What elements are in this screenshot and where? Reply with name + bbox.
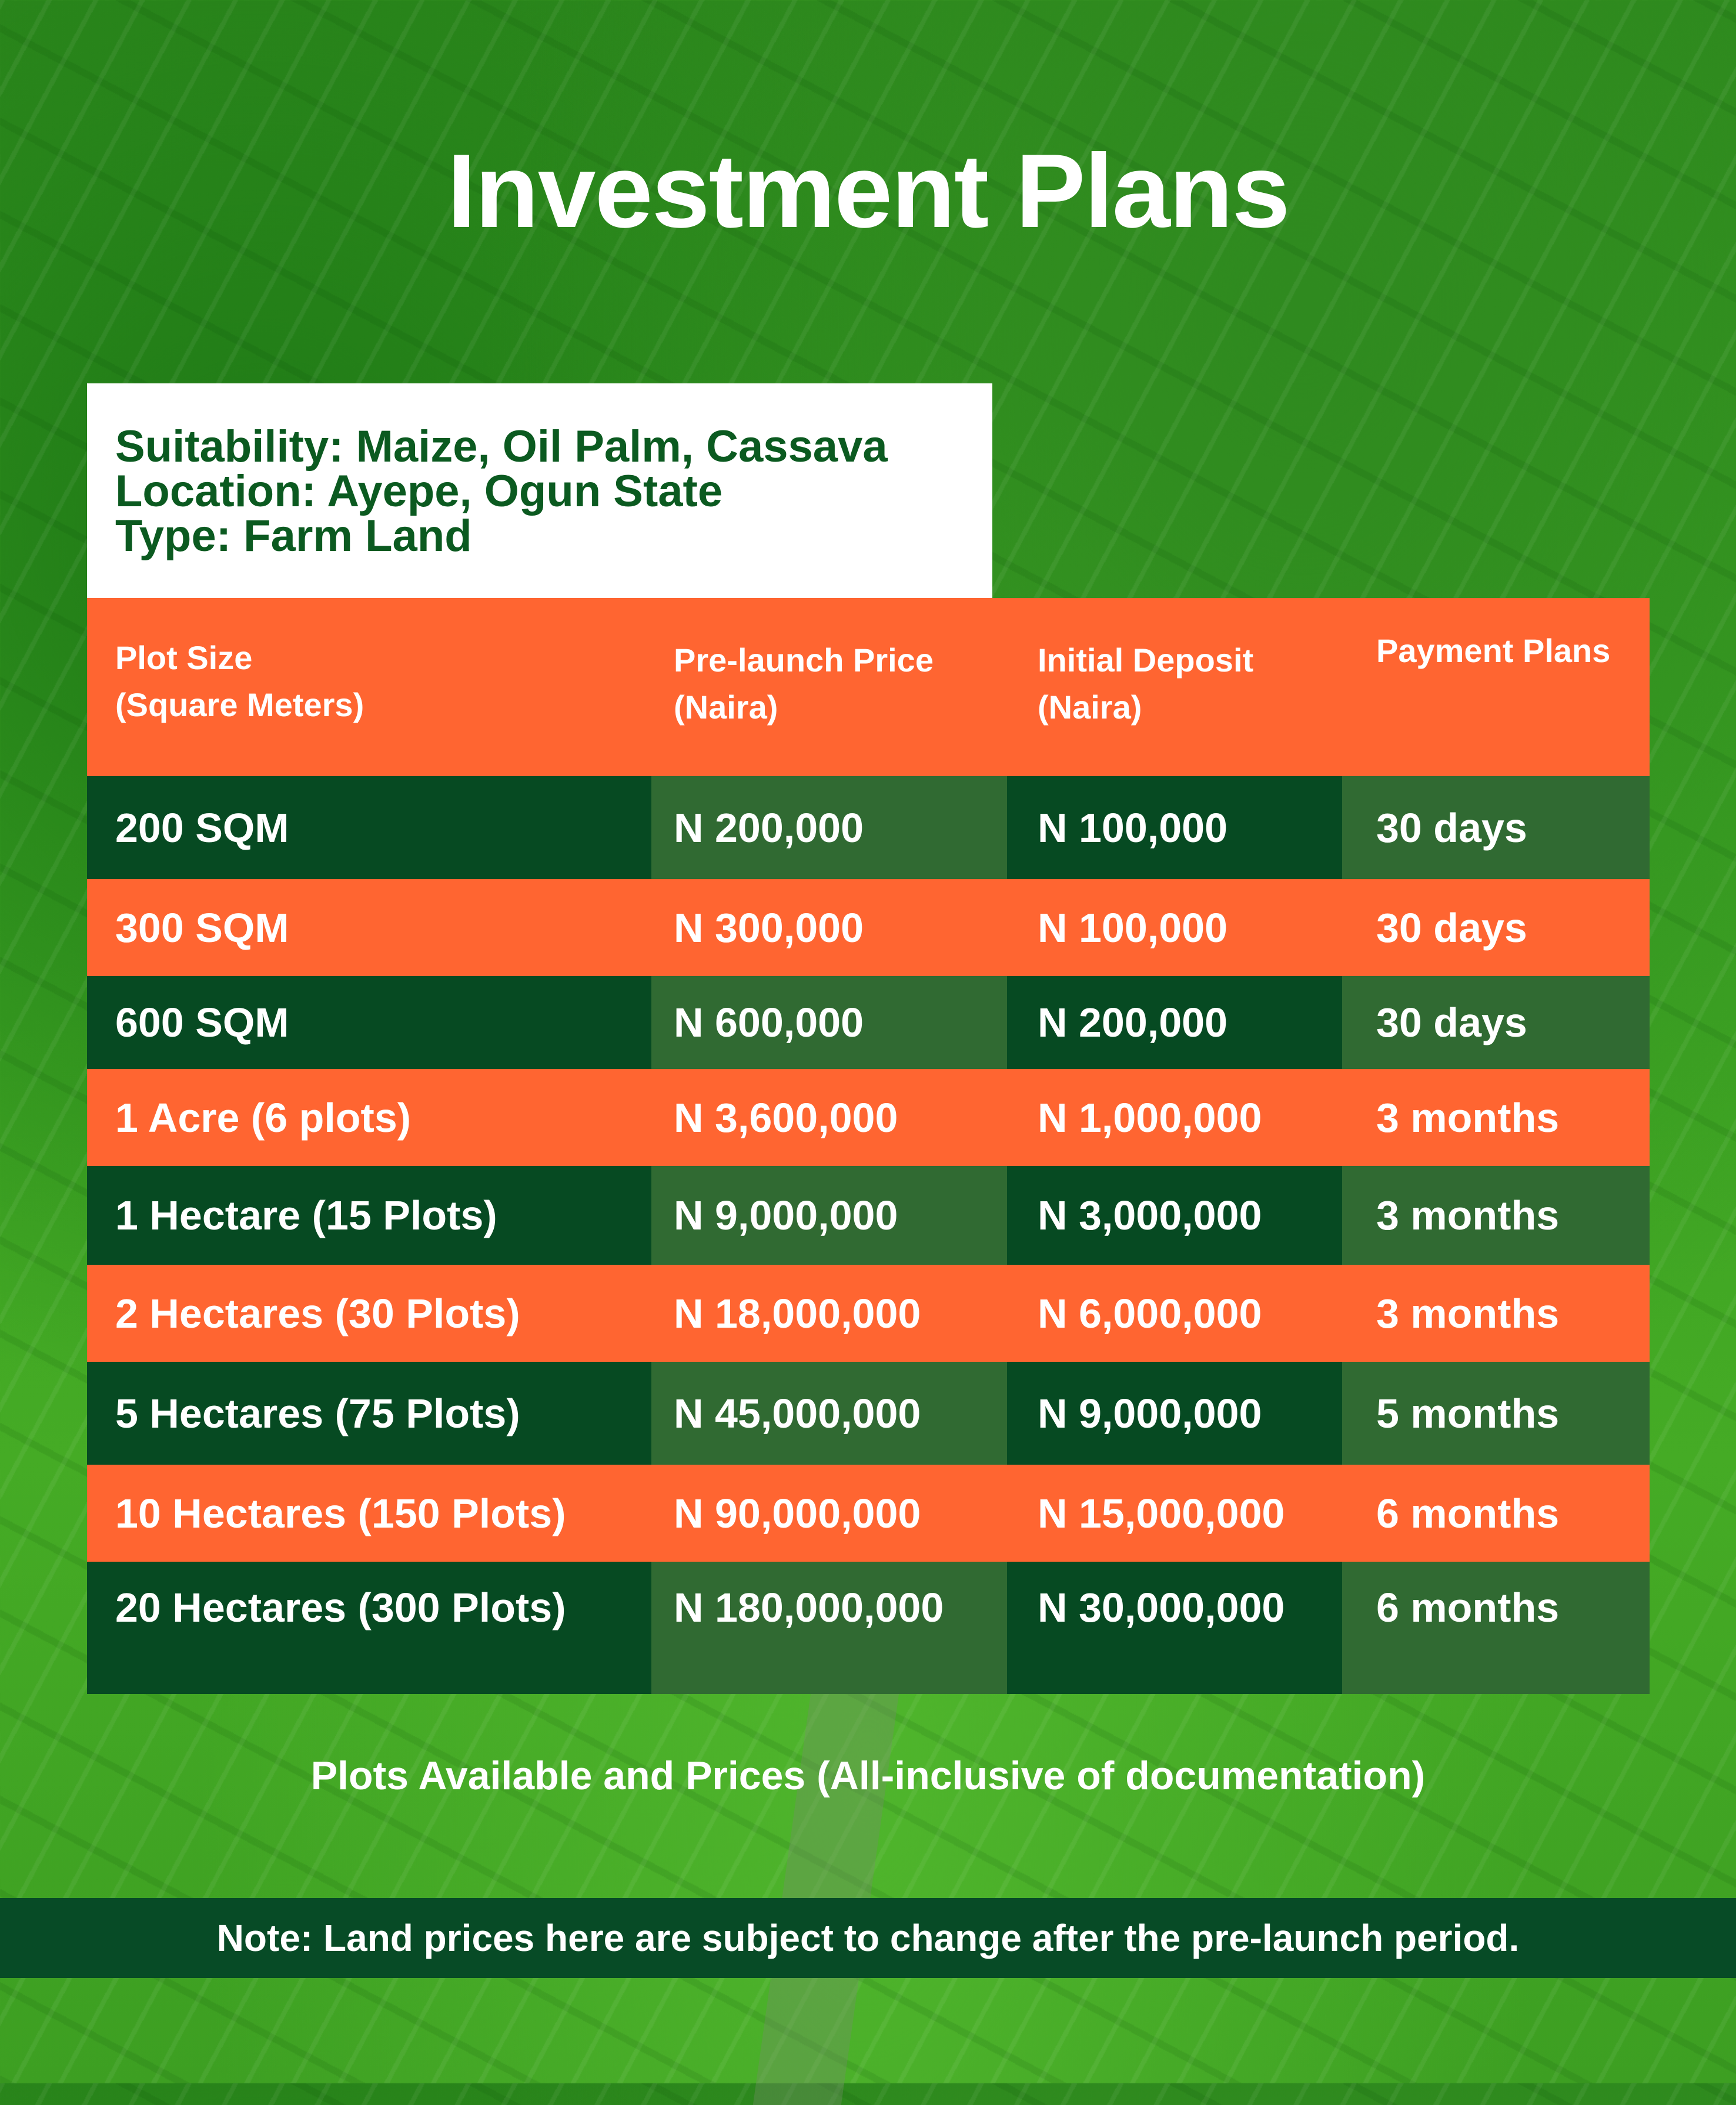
- payment-plan-cell: 30 days: [1342, 879, 1650, 976]
- price-cell: N 180,000,000: [651, 1562, 1007, 1694]
- table-row: [87, 1465, 1650, 1562]
- price-cell: N 90,000,000: [651, 1465, 1007, 1562]
- plot-size-cell: 10 Hectares (150 Plots): [87, 1465, 651, 1562]
- deposit-cell: N 6,000,000: [1007, 1265, 1342, 1362]
- payment-plan-cell: 3 months: [1342, 1265, 1650, 1362]
- plot-size-cell: 2 Hectares (30 Plots): [87, 1265, 651, 1362]
- plot-size-cell: 1 Acre (6 plots): [87, 1069, 651, 1166]
- header-plot-size: Plot Size (Square Meters): [115, 639, 364, 723]
- payment-plan-cell: 6 months: [1342, 1562, 1650, 1694]
- type-text: Type: Farm Land: [115, 511, 472, 561]
- deposit-cell: N 100,000: [1007, 776, 1342, 879]
- table-row: [87, 879, 1650, 976]
- header-initial-deposit: Initial Deposit (Naira): [1038, 641, 1254, 726]
- payment-plan-cell: 5 months: [1342, 1362, 1650, 1465]
- plot-size-cell: 1 Hectare (15 Plots): [87, 1166, 651, 1265]
- table-header-row: [87, 598, 1650, 776]
- suitability-text: Suitability: Maize, Oil Palm, Cassava: [115, 422, 888, 472]
- header-prelaunch-price: Pre-launch Price (Naira): [674, 641, 934, 726]
- table-row: [87, 1069, 1650, 1166]
- payment-plan-cell: 30 days: [1342, 776, 1650, 879]
- table-row: [87, 1562, 1650, 1694]
- price-cell: N 600,000: [651, 976, 1007, 1069]
- location-text: Location: Ayepe, Ogun State: [115, 466, 723, 516]
- table-row: [87, 1265, 1650, 1362]
- payment-plan-cell: 6 months: [1342, 1465, 1650, 1562]
- header-payment-plans: Payment Plans: [1376, 632, 1611, 669]
- deposit-cell: N 200,000: [1007, 976, 1342, 1069]
- price-cell: N 200,000: [651, 776, 1007, 879]
- payment-plan-cell: 3 months: [1342, 1166, 1650, 1265]
- plot-size-cell: 5 Hectares (75 Plots): [87, 1362, 651, 1465]
- deposit-cell: N 1,000,000: [1007, 1069, 1342, 1166]
- plot-size-cell: 200 SQM: [87, 776, 651, 879]
- page-title: Investment Plans: [447, 132, 1289, 249]
- plot-size-cell: 20 Hectares (300 Plots): [87, 1562, 651, 1694]
- price-cell: N 45,000,000: [651, 1362, 1007, 1465]
- deposit-cell: N 100,000: [1007, 879, 1342, 976]
- price-cell: N 3,600,000: [651, 1069, 1007, 1166]
- plot-size-cell: 300 SQM: [87, 879, 651, 976]
- price-cell: N 300,000: [651, 879, 1007, 976]
- pricing-table: [87, 598, 1650, 1694]
- table-row: [87, 976, 1650, 1069]
- deposit-cell: N 30,000,000: [1007, 1562, 1342, 1694]
- deposit-cell: N 3,000,000: [1007, 1166, 1342, 1265]
- table-row: [87, 1362, 1650, 1465]
- property-info-box: [87, 383, 992, 598]
- payment-plan-cell: 3 months: [1342, 1069, 1650, 1166]
- plots-caption: Plots Available and Prices (All-inclusive of documentation): [310, 1753, 1426, 1798]
- table-row: [87, 1166, 1650, 1265]
- price-cell: N 18,000,000: [651, 1265, 1007, 1362]
- payment-plan-cell: 30 days: [1342, 976, 1650, 1069]
- note-text: Note: Land prices here are subject to change after the pre-launch period.: [216, 1917, 1520, 1959]
- price-cell: N 9,000,000: [651, 1166, 1007, 1265]
- plot-size-cell: 600 SQM: [87, 976, 651, 1069]
- table-row: [87, 776, 1650, 879]
- deposit-cell: N 15,000,000: [1007, 1465, 1342, 1562]
- note-bar: [0, 1898, 1736, 1978]
- deposit-cell: N 9,000,000: [1007, 1362, 1342, 1465]
